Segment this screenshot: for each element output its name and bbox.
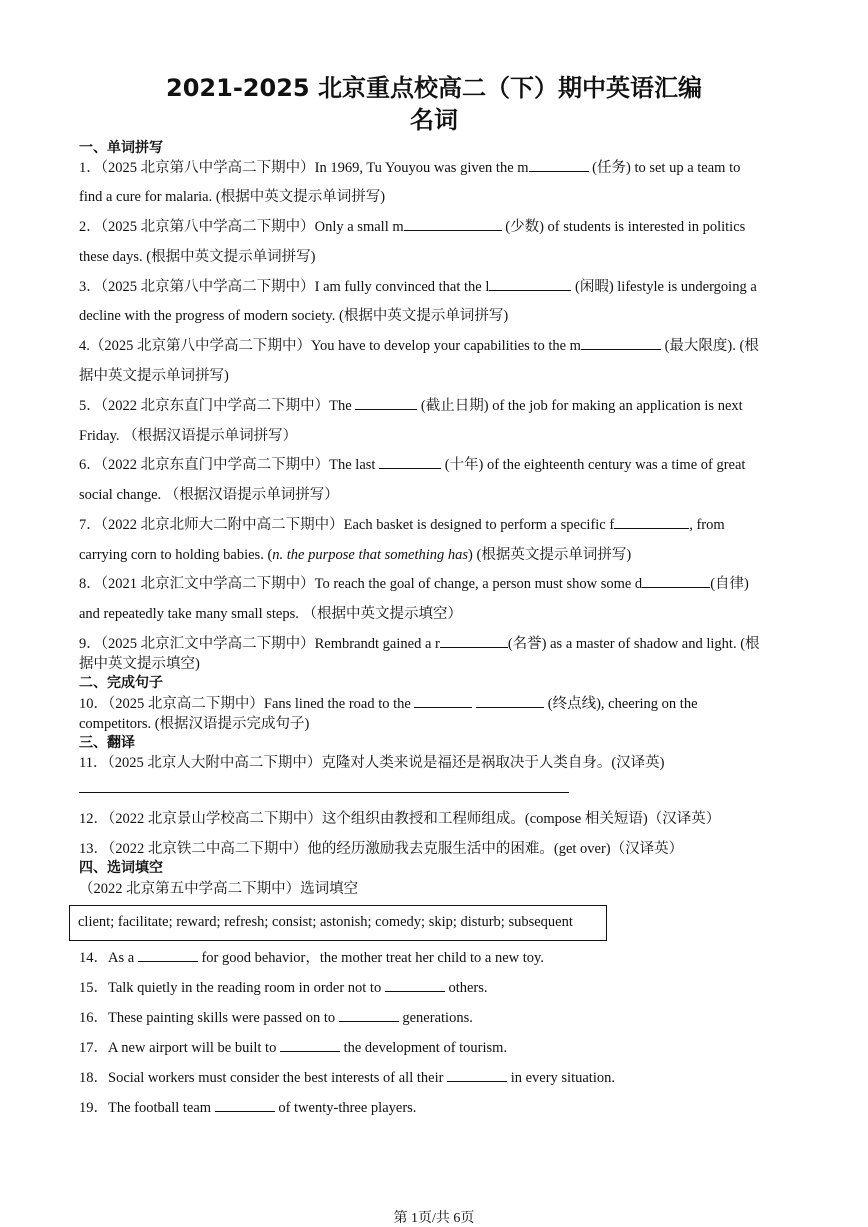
question-2-line-2: these days. (根据中英文提示单词拼写) xyxy=(79,249,316,265)
question-7-line-2: carrying corn to holding babies. (n. the purpose that something has) (根据英文提示单词拼写) xyxy=(79,547,632,563)
answer-blank[interactable] xyxy=(404,217,502,231)
answer-blank[interactable] xyxy=(642,574,710,588)
question-2-line-1: 2．（2025 北京第八中学高二下期中）Only a small m (少数) of students is interested in politics xyxy=(79,219,746,235)
section-heading-translation: 三、翻译 xyxy=(79,735,135,751)
answer-blank[interactable] xyxy=(614,515,689,529)
question-7-line-1: 7．（2022 北京北师大二附中高二下期中）Each basket is designed to perform a specific f , from xyxy=(79,517,725,533)
answer-blank[interactable] xyxy=(379,455,441,469)
page-number-footer: 第 1页/共 6页 xyxy=(393,1211,475,1226)
answer-blank[interactable] xyxy=(339,1008,399,1022)
question-9-line-2: 据中英文提示填空) xyxy=(79,656,200,672)
answer-blank[interactable] xyxy=(447,1068,507,1082)
question-9-line-1: 9．（2025 北京汇文中学高二下期中）Rembrandt gained a r (名誉) as a master of shadow and light. (根 xyxy=(79,636,760,652)
word-choice-source: （2022 北京第五中学高二下期中）选词填空 xyxy=(79,881,359,897)
question-1-line-1: 1．（2025 北京第八中学高二下期中）In 1969, Tu Youyou was given the m (任务) to set up a team to xyxy=(79,160,741,176)
question-17: 17．A new airport will be built to the development of tourism. xyxy=(79,1040,508,1056)
question-5-line-1: 5．（2022 北京东直门中学高二下期中）The (截止日期) of the job for making an application is next xyxy=(79,398,743,414)
question-4-line-2: 据中英文提示单词拼写) xyxy=(79,368,229,384)
answer-blank[interactable] xyxy=(215,1098,275,1112)
question-13: 13．（2022 北京铁二中高二下期中）他的经历激励我去克服生活中的困难。(get over)（汉译英） xyxy=(79,841,684,857)
question-4-line-1: 4.（2025 北京第八中学高二下期中）You have to develop your capabilities to the m (最大限度). (根 xyxy=(79,338,759,354)
question-3-line-2: decline with the progress of modern society. (根据中英文提示单词拼写) xyxy=(79,308,509,324)
question-10-line-1: 10．（2025 北京高二下期中）Fans lined the road to the (终点线), cheering on the xyxy=(79,696,698,712)
answer-blank[interactable] xyxy=(489,277,571,291)
question-8-line-1: 8．（2021 北京汇文中学高二下期中）To reach the goal of change, a person must show some d (自律) xyxy=(79,576,749,592)
question-6-line-2: social change. （根据汉语提示单词拼写） xyxy=(79,487,339,503)
question-14: 14．As a for good behavior，the mother treat her child to a new toy. xyxy=(79,950,544,966)
question-11: 11．（2025 北京人大附中高二下期中）克隆对人类来说是福还是祸取决于人类自身。(汉译英) xyxy=(79,755,665,771)
section-heading-word-choice: 四、选词填空 xyxy=(79,860,163,876)
answer-blank[interactable] xyxy=(414,694,472,708)
question-1-line-2: find a cure for malaria. (根据中英文提示单词拼写) xyxy=(79,189,386,205)
question-12: 12．（2022 北京景山学校高二下期中）这个组织由教授和工程师组成。(compose 相关短语)（汉译英） xyxy=(79,811,721,827)
question-15: 15．Talk quietly in the reading room in order not to others. xyxy=(79,980,488,996)
translation-answer-line[interactable] xyxy=(79,792,569,793)
word-bank-list: client; facilitate; reward; refresh; consist; astonish; comedy; skip; disturb; subsequent xyxy=(78,914,573,930)
question-5-line-2: Friday. （根据汉语提示单词拼写） xyxy=(79,428,298,444)
answer-blank[interactable] xyxy=(529,158,589,172)
question-6-line-1: 6．（2022 北京东直门中学高二下期中）The last (十年) of the eighteenth century was a time of great xyxy=(79,457,746,473)
section-heading-complete-sentences: 二、完成句子 xyxy=(79,675,163,691)
answer-blank[interactable] xyxy=(440,634,508,648)
section-heading-spelling: 一、单词拼写 xyxy=(79,140,163,156)
question-8-line-2: and repeatedly take many small steps. （根据中英文提示填空） xyxy=(79,606,462,622)
question-3-line-1: 3．（2025 北京第八中学高二下期中）I am fully convinced that the l (闲暇) lifestyle is undergoing a xyxy=(79,279,757,295)
question-18: 18．Social workers must consider the best interests of all their in every situation. xyxy=(79,1070,615,1086)
question-10-line-2: competitors. (根据汉语提示完成句子) xyxy=(79,716,310,732)
answer-blank[interactable] xyxy=(138,948,198,962)
answer-blank[interactable] xyxy=(581,336,661,350)
question-19: 19．The football team of twenty-three players. xyxy=(79,1100,417,1116)
answer-blank[interactable] xyxy=(385,978,445,992)
question-16: 16．These painting skills were passed on to generations. xyxy=(79,1010,473,1026)
answer-blank[interactable] xyxy=(476,694,544,708)
answer-blank[interactable] xyxy=(355,396,417,410)
answer-blank[interactable] xyxy=(280,1038,340,1052)
document-subtitle: 名词 xyxy=(410,106,458,134)
document-title: 2021-2025 北京重点校高二（下）期中英语汇编 xyxy=(166,74,702,102)
word-bank-box xyxy=(69,905,607,941)
